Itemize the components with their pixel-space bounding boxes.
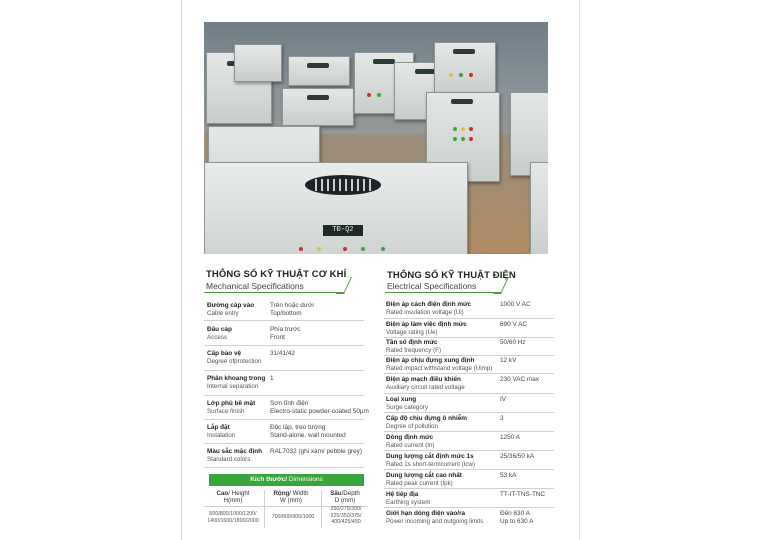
cabinet-tag: TĐ-Q2 <box>323 225 363 236</box>
row-divider <box>384 469 554 470</box>
dim-values-height: 600/800/1000/1200/ 1400/1600/1800/2000 <box>207 511 259 524</box>
dimensions-title-en: Dimensions <box>287 476 323 483</box>
mech-value-vi: Trên hoặc dưới <box>270 302 314 309</box>
mech-label-en: Access <box>207 333 227 341</box>
elec-label-vi: Giới hạn dòng điện vào/ra <box>386 510 466 517</box>
row-divider <box>384 412 554 413</box>
mech-row <box>207 302 254 317</box>
elec-row <box>386 321 467 336</box>
dim-head-vi: Sâu <box>330 490 342 497</box>
elec-value: 690 V AC <box>500 321 528 328</box>
elec-label-vi: Dung lượng cắt cao nhất <box>386 472 462 479</box>
row-divider <box>204 345 364 346</box>
mech-label-vi: Đường cáp vào <box>207 302 255 309</box>
elec-row <box>386 491 430 506</box>
elec-row <box>386 376 465 391</box>
elec-row <box>386 453 475 468</box>
mechanical-title-vi: THÔNG SỐ KỸ THUẬT CƠ KHÍ <box>206 269 347 280</box>
mech-label-vi: Cấp bảo vệ <box>207 350 242 357</box>
mechanical-title-underline <box>204 292 344 293</box>
mech-row <box>207 448 262 463</box>
mech-row <box>207 350 261 365</box>
mech-label-vi: Đấu cáp <box>207 326 232 333</box>
elec-label-en: Earthing system <box>386 498 431 506</box>
mech-label-en: Surface finish <box>207 407 245 415</box>
elec-value: TT-IT-TNS-TNC <box>500 491 546 498</box>
elec-value: 12 kV <box>500 357 517 364</box>
electrical-title-vi: THÔNG SỐ KỸ THUẬT ĐIỆN <box>387 270 516 281</box>
dimensions-header-bar <box>209 474 364 486</box>
elec-label-vi: Dòng định mức <box>386 434 434 441</box>
mech-label-en: Cable entry <box>207 309 239 317</box>
mech-value <box>270 424 346 439</box>
elec-label-en: Auxiliary circuit rated voltage <box>386 383 465 391</box>
mech-label-en: Degree ofprotection <box>207 357 262 365</box>
dim-col-head-height <box>204 490 262 504</box>
dim-unit: H(mm) <box>223 497 243 504</box>
mech-value-vi: Độc lập, treo tường <box>270 424 326 431</box>
mech-value <box>270 326 301 341</box>
dimensions-title-vi: Kích thước/ <box>250 476 287 483</box>
cabinet-shape <box>530 162 548 254</box>
dim-values-depth: 250/275/300/ 325/350/375/ 400/425/450 <box>330 506 362 525</box>
elec-label-vi: Dung lượng cắt định mức 1s <box>386 453 474 460</box>
mech-label-en: Standard colors <box>207 455 251 463</box>
mech-value-vi: RAL7032 (ghi xám/ pebble grey) <box>270 448 363 455</box>
row-divider <box>384 393 554 394</box>
mech-label-vi: Phân khoang trong <box>207 375 266 382</box>
row-divider <box>204 370 364 371</box>
dim-head-vi: Cao <box>216 490 229 497</box>
mech-label-vi: Lắp đặt <box>207 424 230 431</box>
mech-value <box>270 448 362 456</box>
elec-value-en: Up to 630 A <box>500 517 534 525</box>
mech-row <box>207 326 232 341</box>
elec-label-vi: Điện áp chịu đựng xung định <box>386 357 475 364</box>
elec-label-vi: Hệ tiếp địa <box>386 491 419 498</box>
elec-value: 3 <box>500 415 504 422</box>
elec-row <box>386 472 462 487</box>
elec-row <box>386 301 471 316</box>
elec-value: 25/36/50 kA <box>500 453 535 460</box>
elec-label-vi: Cấp độ chịu đựng ô nhiễm <box>386 415 467 422</box>
mech-value-en: Top/bottom <box>270 309 302 317</box>
elec-value: 230 VAC max <box>500 376 539 383</box>
mech-value-en: Stand-alone, wall mounted <box>270 431 346 439</box>
elec-value: 1000 V AC <box>500 301 531 308</box>
dim-head-en: / Width <box>289 490 309 497</box>
dim-unit: D (mm) <box>334 497 356 504</box>
cabinet-shape <box>288 56 350 86</box>
elec-label-en: Voltage rating (Ue) <box>386 328 438 336</box>
elec-value: 50/60 Hz <box>500 339 526 346</box>
elec-label-vi: Điện áp cách điện định mức <box>386 301 472 308</box>
mech-label-vi: Màu sắc mặc định <box>207 448 263 455</box>
mechanical-title-en: Mechanical Specifications <box>206 281 304 291</box>
mech-row <box>207 424 235 439</box>
mech-label-en: Internal separation <box>207 382 259 390</box>
elec-value: 1250 A <box>500 434 520 441</box>
electrical-title-underline <box>385 292 501 293</box>
dim-col-head-depth <box>322 490 368 504</box>
main-cabinet <box>204 162 468 254</box>
mech-value-en: Front <box>270 333 285 341</box>
elec-row <box>386 510 483 525</box>
mech-value <box>270 375 274 383</box>
dim-head-en: / Height <box>228 490 250 497</box>
mech-row <box>207 400 255 415</box>
elec-label-en: Rated current (In) <box>386 441 435 449</box>
cabinet-shape <box>434 42 496 96</box>
dim-values-width: 700/800/900/1000 <box>271 514 315 520</box>
dim-col-head-width <box>264 490 318 504</box>
elec-label-en: Degree of pollution <box>386 422 438 430</box>
elec-label-vi: Loại xung <box>386 396 417 403</box>
mech-value <box>270 400 369 415</box>
catalog-page <box>181 0 580 540</box>
mech-value-vi: Sơn tĩnh điện <box>270 400 309 407</box>
elec-row <box>386 415 467 430</box>
row-divider <box>384 450 554 451</box>
elec-label-en: Surge category <box>386 403 428 411</box>
elec-label-en: Power incoming and outgoing limits <box>386 517 484 525</box>
dim-head-vi: Rộng <box>273 490 290 497</box>
dim-col-divider <box>321 490 322 528</box>
row-divider <box>384 488 554 489</box>
elec-value: 53 kA <box>500 472 517 479</box>
mech-value-en: Electro-static powder-coated 50µm <box>270 407 369 415</box>
row-divider <box>384 355 554 356</box>
mech-value <box>270 350 295 358</box>
product-photo <box>204 22 548 254</box>
elec-value: IV <box>500 396 507 403</box>
row-divider <box>384 507 554 508</box>
elec-label-en: Rated peak current (Ipk) <box>386 479 453 487</box>
mech-value-vi: 1 <box>270 375 274 382</box>
elec-label-vi: Điện áp mạch điều khiển <box>386 376 461 383</box>
row-divider <box>384 373 554 374</box>
mech-label-en: Instalation <box>207 431 236 439</box>
row-divider <box>204 395 364 396</box>
elec-label-vi: Tần số định mức <box>386 339 438 346</box>
row-divider <box>204 467 364 468</box>
row-divider <box>204 443 364 444</box>
row-divider <box>384 337 554 338</box>
elec-row <box>386 339 441 354</box>
mech-value <box>270 302 314 317</box>
elec-row <box>386 434 435 449</box>
elec-row <box>386 357 492 372</box>
vent-shape <box>305 175 381 195</box>
mech-label-vi: Lớp phủ bề mặt <box>207 400 256 407</box>
elec-label-en: Rated 1s short-termcurrent (Icw) <box>386 460 476 468</box>
electrical-title-en: Electrical Specifications <box>387 281 477 291</box>
mech-value-vi: Phía trước <box>270 326 301 333</box>
mech-value-vi: 31/41/42 <box>270 350 295 357</box>
row-divider <box>204 320 364 321</box>
elec-value-vi: Đến 630 A <box>500 510 530 517</box>
row-divider <box>384 431 554 432</box>
row-divider <box>204 419 364 420</box>
elec-value <box>500 510 533 525</box>
dim-head-en: /Depth <box>341 490 360 497</box>
dim-unit: W (mm) <box>280 497 302 504</box>
cabinet-shape <box>234 44 282 82</box>
elec-label-vi: Điện áp làm việc định mức <box>386 321 467 328</box>
mech-row <box>207 375 265 390</box>
elec-row <box>386 396 428 411</box>
elec-label-en: Rated frequency (F) <box>386 346 442 354</box>
dim-col-divider <box>264 490 265 528</box>
cabinet-shape <box>282 88 354 126</box>
elec-label-en: Rated impact withstand voltage (Uimp) <box>386 364 493 372</box>
elec-label-en: Rated insulation voltage (Ui) <box>386 308 464 316</box>
row-divider <box>384 318 554 319</box>
